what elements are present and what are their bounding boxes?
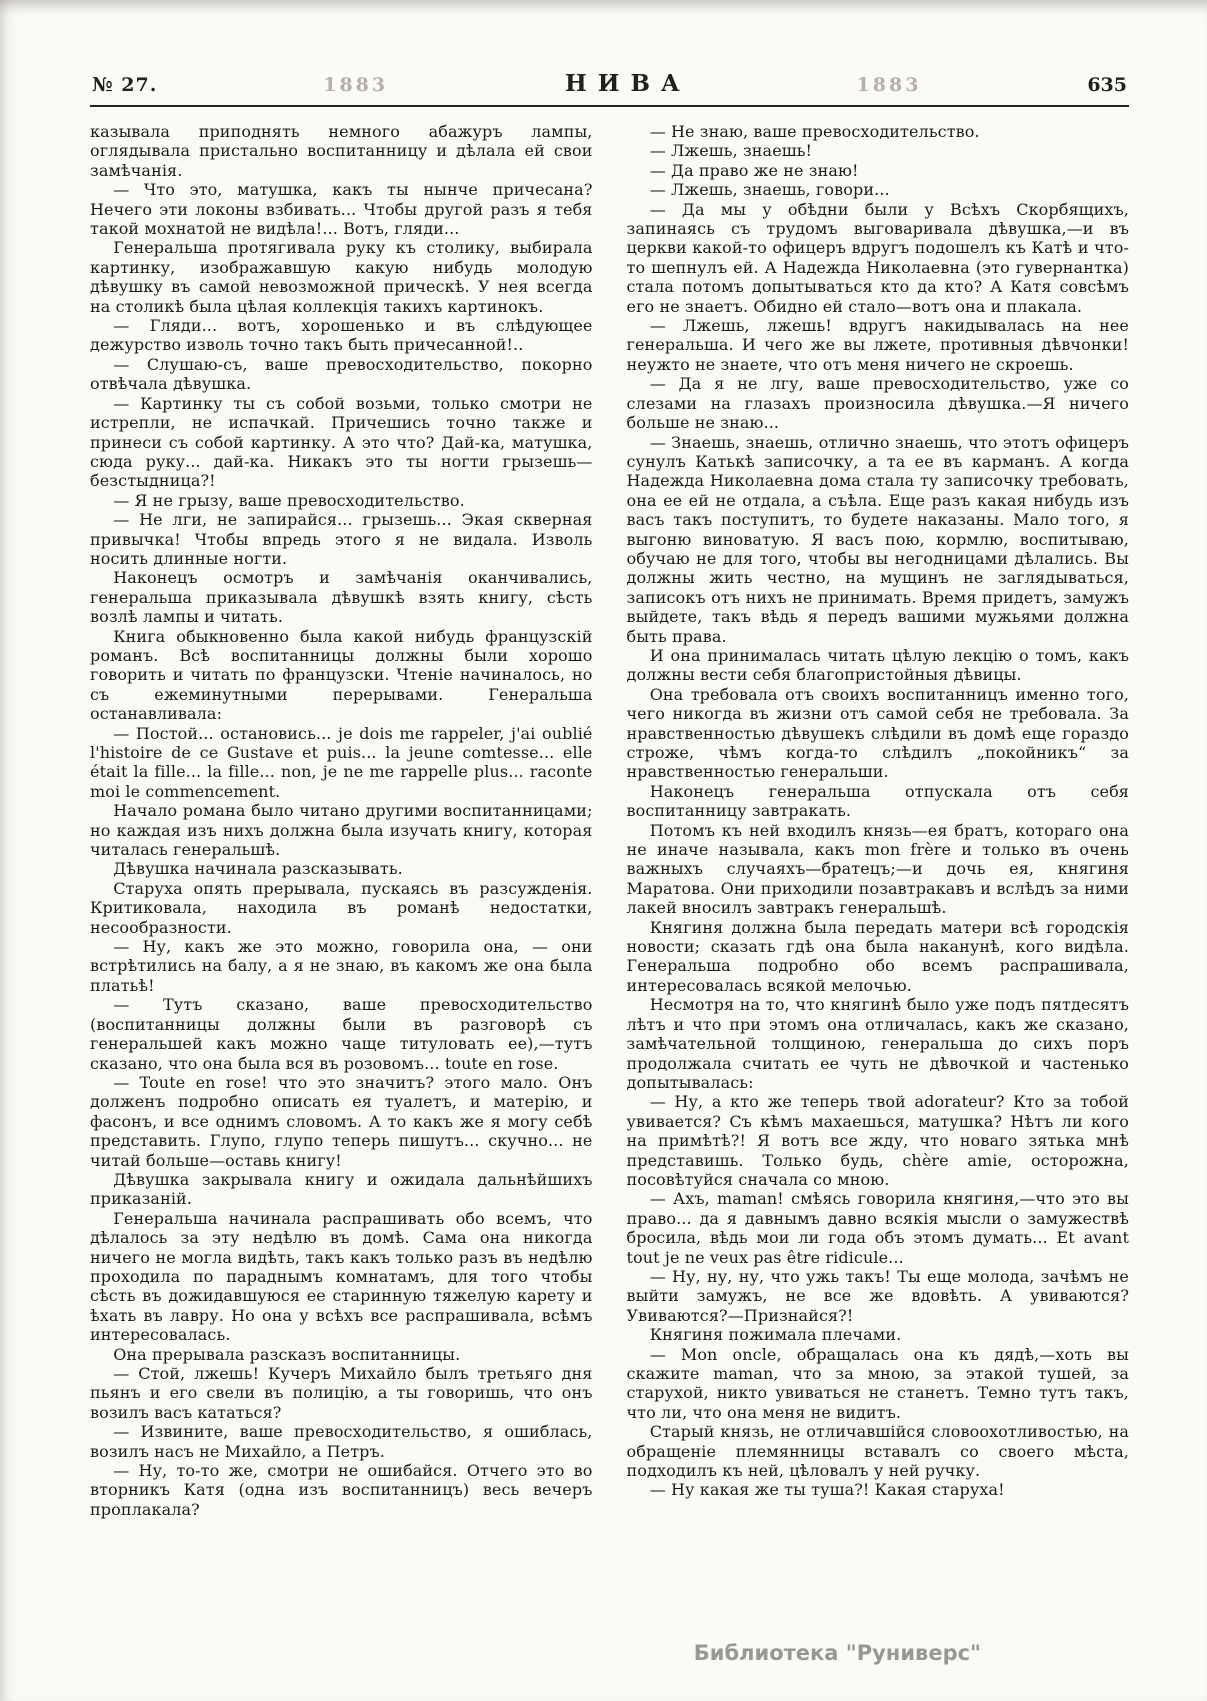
page-number: 635: [1087, 74, 1127, 96]
paragraph: — Mon oncle, обращалась она къ дядѣ,—хоть вы скажите maman, что за мною, за этакой тушей, за старухой, никто увиваться не станетъ. Темно тутъ такъ, что ли, что она меня не видитъ.: [626, 1344, 1129, 1422]
paragraph: — Ну, а кто же теперь твой adorateur? Кто за тобой увивается? Съ кѣмъ махаешься, матушка? Нѣтъ ли кого на примѣтѣ?! Я вотъ все жду, что новаго зятька мнѣ представишь. Только будь, chère amie, осторожна, посовѣтуйся сначала со мною.: [626, 1092, 1129, 1189]
paragraph: Книга обыкновенно была какой нибудь французскій романъ. Всѣ воспитанницы должны были хорошо говорить и читать по французски. Чтеніе начиналось, но съ ежеминутными перерывами. Генеральша останавливала:: [90, 626, 593, 724]
year-stamp-left: 1883: [323, 74, 389, 96]
paragraph: Несмотря на то, что княгинѣ было уже подъ пятдесятъ лѣтъ и что при этомъ она отличалась, какъ же сказано, замѣчательной толщиною, генеральша до сихъ поръ продолжала считать ее чуть не дѣвочкой и частенько допытывалась:: [626, 995, 1129, 1092]
paragraph: Старуха опять прерывала, пускаясь въ разсужденія. Критиковала, находила въ романѣ недостатки, несообразности.: [90, 878, 593, 937]
paragraph: — Ну, какъ же это можно, говорила она, — они встрѣтились на балу, а я не знаю, въ какомъ же она была платьѣ!: [90, 937, 593, 995]
paragraph: — Слушаю-съ, ваше превосходительство, покорно отвѣчала дѣвушка.: [90, 354, 593, 394]
paragraph: — Извините, ваше превосходительство, я ошиблась, возилъ насъ не Михайло, а Петръ.: [90, 1422, 593, 1461]
magazine-title: НИВА: [565, 70, 691, 97]
paragraph: Старый князь, не отличавшійся словоохотливостью, на обращеніе племянницы вставалъ со своего мѣста, подходилъ къ ней, цѣловалъ у ней ручку.: [626, 1422, 1129, 1481]
paragraph: — Toute en rose! что это значитъ? этого мало. Онъ долженъ подробно описать ея туалетъ, и матерію, и фасонъ, и все однимъ словомъ. А то какъ же я могу себѣ представить. Глупо, глупо теперь пишутъ... скучно... не читай больше—оставь книгу!: [90, 1072, 593, 1170]
paragraph: Потомъ къ ней входилъ князь—ея братъ, котораго она не иначе называла, какъ mon frère и только въ очень важныхъ случаяхъ—братецъ;—и дочь ея, княгиня Маратова. Они приходили позавтракавъ и вслѣдъ за ними лакей вносилъ завтракъ генеральшѣ.: [626, 820, 1129, 918]
paragraph: Генеральша начинала распрашивать обо всемъ, что дѣлалось за эту недѣлю въ домѣ. Сама она никогда ничего не могла видѣть, такъ какъ только разъ въ недѣлю проходила по параднымъ комнатамъ, для того чтобы сѣсть въ дожидавшуюся ее старинную тяжелую карету и ѣхать въ лавру. Но она у всѣхъ все распрашивала, всѣмъ интересовалась.: [90, 1208, 593, 1345]
paragraph: Генеральша протягивала руку къ столику, выбирала картинку, изображавшую какую нибудь молодую дѣвушку въ самой невозможной прическѣ. У нея всегда на столикѣ была цѣлая коллекція такихъ картинокъ.: [90, 238, 593, 316]
library-watermark: Библиотека "Руниверс": [693, 1641, 981, 1665]
paragraph: — Стой, лжешь! Кучеръ Михайло былъ третьяго дня пьянъ и его свели въ полицію, а ты говоришь, что онъ возилъ васъ кататься?: [90, 1364, 593, 1422]
paragraph: — Лжешь, знаешь!: [649, 141, 813, 161]
paragraph: — Да мы у обѣдни были у Всѣхъ Скорбящихъ, запинаясь съ трудомъ выговаривала дѣвушка,—и въ церкви какой-то офицеръ вдругъ подошелъ къ Катѣ и что-то шепнулъ ей. А Надежда Николаевна (это гувернантка) стала потомъ допытываться кто да кто? А Катя совсѣмъ его не знаетъ. Обидно ей стало—вотъ она и плакала.: [626, 199, 1129, 316]
right-column: [627, 122, 1130, 1519]
paragraph: — Да я не лгу, ваше превосходительство, уже со слезами на глазахъ произносила дѣвушка.—Я ничего больше не знаю...: [626, 374, 1129, 433]
year-stamp-right: 1883: [856, 74, 922, 96]
paragraph: — Лжешь, знаешь, говори...: [649, 180, 890, 200]
paragraph: — Да право же не знаю!: [649, 160, 859, 180]
paragraph: — Не лги, не запирайся... грызешь... Экая скверная привычка! Чтобы впредь этого я не видала. Изволь носить длинные ногти.: [90, 510, 593, 568]
paragraph: — Ну, то-то же, смотри не ошибайся. Отчего это во вторникъ Катя (одна изъ воспитанницъ) весь вечеръ проплакала?: [90, 1461, 593, 1519]
paragraph: — Ну какая же ты туша?! Какая старуха!: [649, 1480, 1005, 1500]
paragraph: — Что это, матушка, какъ ты нынче причесана? Нечего эти локоны взбивать... Чтобы другой разъ я тебя такой мохнатой не видѣла!... Вотъ, гляди...: [90, 180, 593, 239]
paragraph: — Ахъ, maman! смѣясь говорила княгиня,—что это вы право... да я давнымъ давно всякія мысли о замужествѣ бросила, вѣдь мои ли года объ этомъ думать... Et avant tout je ne veux pas être ridicule...: [626, 1189, 1129, 1267]
paragraph: — Не знаю, ваше превосходительство.: [649, 122, 980, 141]
paragraph: Княгиня пожимала плечами.: [649, 1325, 902, 1345]
left-column: [90, 122, 593, 1519]
paragraph: — Я не грызу, ваше превосходительство.: [113, 490, 465, 510]
paragraph: Начало романа было читано другими воспитанницами; но каждая изъ нихъ должна была изучать книгу, которая читалась генеральшѣ.: [90, 801, 593, 860]
paragraph: — Ну, ну, ну, что ужь такъ! Ты еще молода, зачѣмъ не выйти замужъ, не все же вдовѣть. А увиваются? Увиваются?—Признайся?!: [626, 1266, 1129, 1325]
paragraph: Она прерывала разсказъ воспитанницы.: [113, 1344, 461, 1364]
paragraph: Дѣвушка закрывала книгу и ожидала дальнѣйшихъ приказаній.: [90, 1169, 593, 1209]
text-columns: [90, 122, 1129, 1519]
paragraph: Дѣвушка начинала разсказывать.: [113, 859, 403, 879]
paragraph: Наконецъ генеральша отпускала отъ себя воспитанницу завтракать.: [626, 781, 1129, 821]
paragraph: — Тутъ сказано, ваше превосходительство (воспитанницы должны были въ разговорѣ съ генеральшей какъ можно чаще титуловать ее),—тутъ сказано, что она была вся въ розовомъ... toute en rose.: [90, 995, 593, 1073]
paragraph: — Знаешь, знаешь, отлично знаешь, что этотъ офицеръ сунулъ Катькѣ записочку, а та ее въ карманъ. А когда Надежда Николаевна дома стала ту записочку требовать, она ее ей не отдала, а съѣла. Еще разъ какая нибудь изъ васъ такъ поступитъ, то будете наказаны. Мало того, я выгоню виноватую. Я васъ пою, кормлю, воспитываю, обучаю не для того, чтобы вы негодницами дѣлались. Вы должны жить честно, на мущинъ не заглядываться, записокъ отъ нихъ не принимать. Время придетъ, замужъ выйдете, такъ вѣдь я передъ вашими мужьями должна быть права.: [626, 432, 1129, 646]
paragraph: — Лжешь, лжешь! вдругъ накидывалась на нее генеральша. И чего же вы лжете, противныя дѣвчонки! неужто не знаете, что отъ меня ничего не скроешь.: [626, 316, 1129, 374]
paragraph: — Картинку ты съ собой возьми, только смотри не истрепли, не испачкай. Причешись точно также и принеси съ собой картинку. А это что? Дай-ка, матушка, сюда руку... дай-ка. Никакъ это ты ногти грызешь—безстыдница?!: [90, 393, 593, 491]
paragraph: И она принималась читать цѣлую лекцію о томъ, какъ должны вести себя благопристойныя дѣвицы.: [626, 645, 1129, 685]
paragraph: — Постой... остановись... je dois me rappeler, j'ai oublié l'histoire de ce Gustave et puis... la jeune comtesse... elle était la fille... la fille... non, je ne me rappelle plus... raconte moi le commencement.: [90, 723, 593, 801]
paragraph: Наконецъ осмотръ и замѣчанія оканчивались, генеральша приказывала дѣвушкѣ взять книгу, сѣсть возлѣ лампы и читать.: [90, 568, 593, 627]
paragraph: казывала приподнять немного абажуръ лампы, оглядывала пристально воспитанницу и дѣлала ей свои замѣчанія.: [90, 122, 593, 180]
paragraph: Княгиня должна была передать матери всѣ городскія новости; сказать гдѣ она была наканунѣ, кого видѣла. Генеральша подробно обо всемъ распрашивала, интересовалась всякой мелочью.: [626, 917, 1129, 995]
page-header: [92, 0, 1127, 97]
header-rule: [90, 105, 1129, 107]
issue-number: № 27.: [92, 74, 158, 96]
paragraph: — Гляди... вотъ, хорошенько и въ слѣдующее дежурство изволь точно такъ быть причесанной!..: [90, 316, 593, 355]
paragraph: Она требовала отъ своихъ воспитанницъ именно того, чего никогда въ жизни отъ самой себя не требовала. За нравственностью дѣвушекъ слѣдили въ домѣ еще гораздо строже, чѣмъ когда-то слѣдилъ „покойникъ“ за нравственностью генеральши.: [626, 684, 1129, 782]
